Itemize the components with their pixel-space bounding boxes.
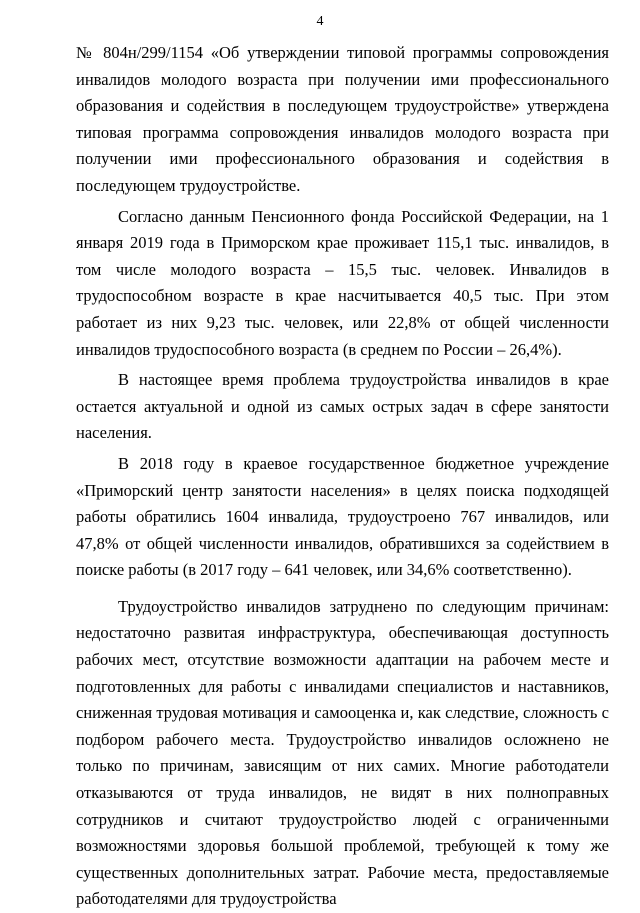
paragraph-5: Трудоустройство инвалидов затруднено по следующим причинам: недостаточно развитая инфраструктура, обеспечивающая доступность рабочих мест, отсутствие возможности адаптации на рабочем месте и подготовленных для работы с инвалидами специалистов и наставников, сниженная трудовая мотивация и самооценка и, как следствие, сложность с подбором рабочего места. Трудоустройство инвалидов осложнено не только по причинам, зависящим от них самих. Многие работодатели отказываются от труда инвалидов, не видят в них полноправных сотрудников и считают трудоустройство людей с ограниченными возможностями здоровья большой проблемой, требующей к тому же существенных дополнительных затрат. Рабочие места, предоставляемые работодателями для трудоустройства <box>76 596 609 909</box>
paragraph-2: Согласно данным Пенсионного фонда Российской Федерации, на 1 января 2019 года в Приморском крае проживает 115,1 тыс. инвалидов, в том числе молодого возраста – 15,5 тыс. человек. Инвалидов в трудоспособном возрасте в крае насчитывается 40,5 тыс. При этом работает из них 9,23 тыс. человек, или 22,8% от общей численности инвалидов трудоспособного возраста (в среднем по России – 26,4%). <box>76 206 609 359</box>
paragraph-4: В 2018 году в краевое государственное бюджетное учреждение «Приморский центр занятости населения» в целях поиска подходящей работы обратились 1604 инвалида, трудоустроено 767 инвалидов, или 47,8% от общей численности инвалидов, обратившихся за содействием в поиске работы (в 2017 году – 641 человек, или 34,6% соответственно). <box>76 453 609 580</box>
paragraph-1: № 804н/299/1154 «Об утверждении типовой программы сопровождения инвалидов молодого возраста при получении ими профессионального образования и содействия в последующем трудоустройстве» утверждена типовая программа сопровождения инвалидов молодого возраста при получении ими профессионального образования и содействия в последующем трудоустройстве. <box>76 43 609 195</box>
paragraph-3: В настоящее время проблема трудоустройства инвалидов в крае остается актуальной и одной из самых острых задач в сфере занятости населения. <box>76 370 609 443</box>
document-body <box>76 40 609 913</box>
page-number: 4 <box>316 14 324 29</box>
